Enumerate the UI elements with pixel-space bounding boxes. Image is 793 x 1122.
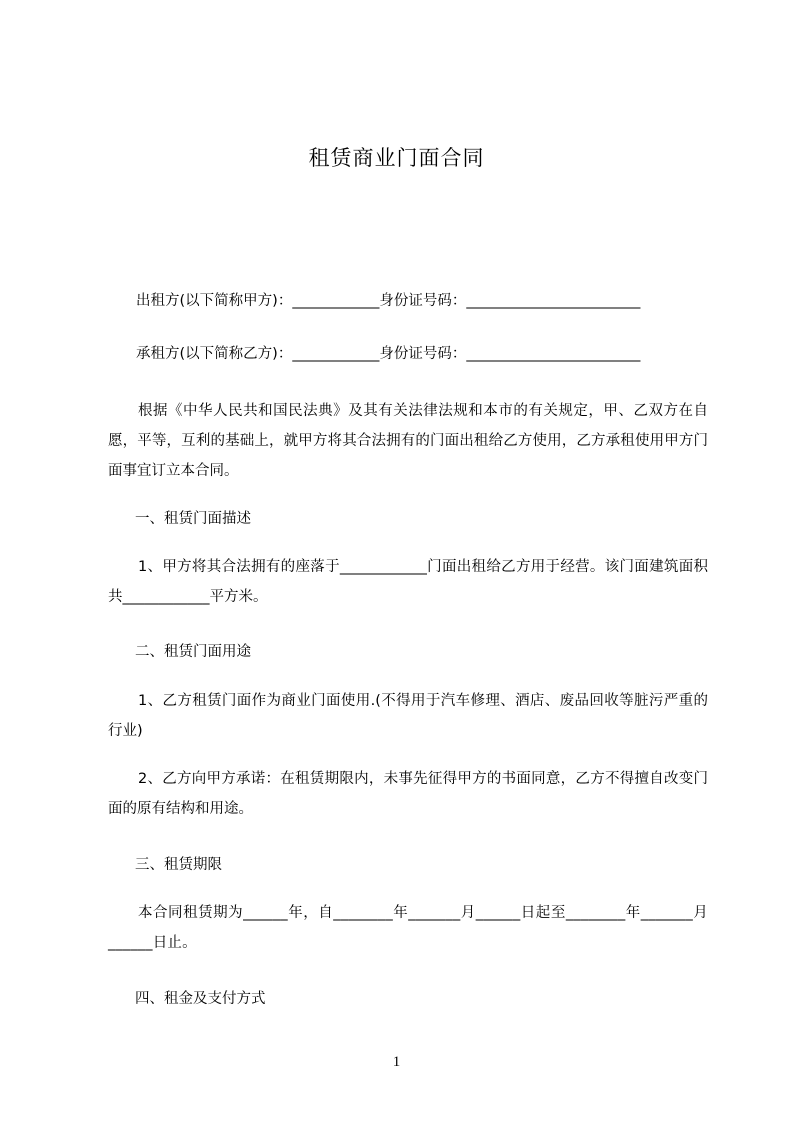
section4-heading: 四、租金及支付方式 — [135, 991, 266, 1007]
page-number: 1 — [392, 1054, 401, 1070]
section2-item1: 1、乙方租赁门面作为商业门面使用.(不得用于汽车修理、酒店、废品回收等脏污严重的行业) — [108, 693, 708, 739]
preamble-paragraph: 根据《中华人民共和国民法典》及其有关法律法规和本市的有关规定，甲、乙双方在自愿，平等，互利的基础上，就甲方将其合法拥有的门面出租给乙方使用，乙方承租使用甲方门面事宜订立本合同。 — [108, 403, 708, 479]
document-title: 租赁商业门面合同 — [308, 146, 485, 170]
section3-heading: 三、租赁期限 — [135, 857, 222, 873]
section3-text: 本合同租赁期为______年，自________年_______月______日起至________年_______月______日止。 — [108, 905, 708, 951]
section2-item2: 2、乙方向甲方承诺：在租赁期限内，未事先征得甲方的书面同意，乙方不得擅自改变门面的原有结构和用途。 — [108, 771, 708, 817]
section1-heading: 一、租赁门面描述 — [135, 511, 251, 527]
lessor-line: 出租方(以下简称甲方)：____________身份证号码：________________________ — [136, 293, 641, 309]
section2-heading: 二、租赁门面用途 — [135, 644, 251, 660]
section1-item1: 1、甲方将其合法拥有的座落于____________门面出租给乙方用于经营。该门面建筑面积共____________平方米。 — [108, 559, 708, 605]
lessee-line: 承租方(以下简称乙方)：____________身份证号码：________________________ — [136, 346, 641, 362]
